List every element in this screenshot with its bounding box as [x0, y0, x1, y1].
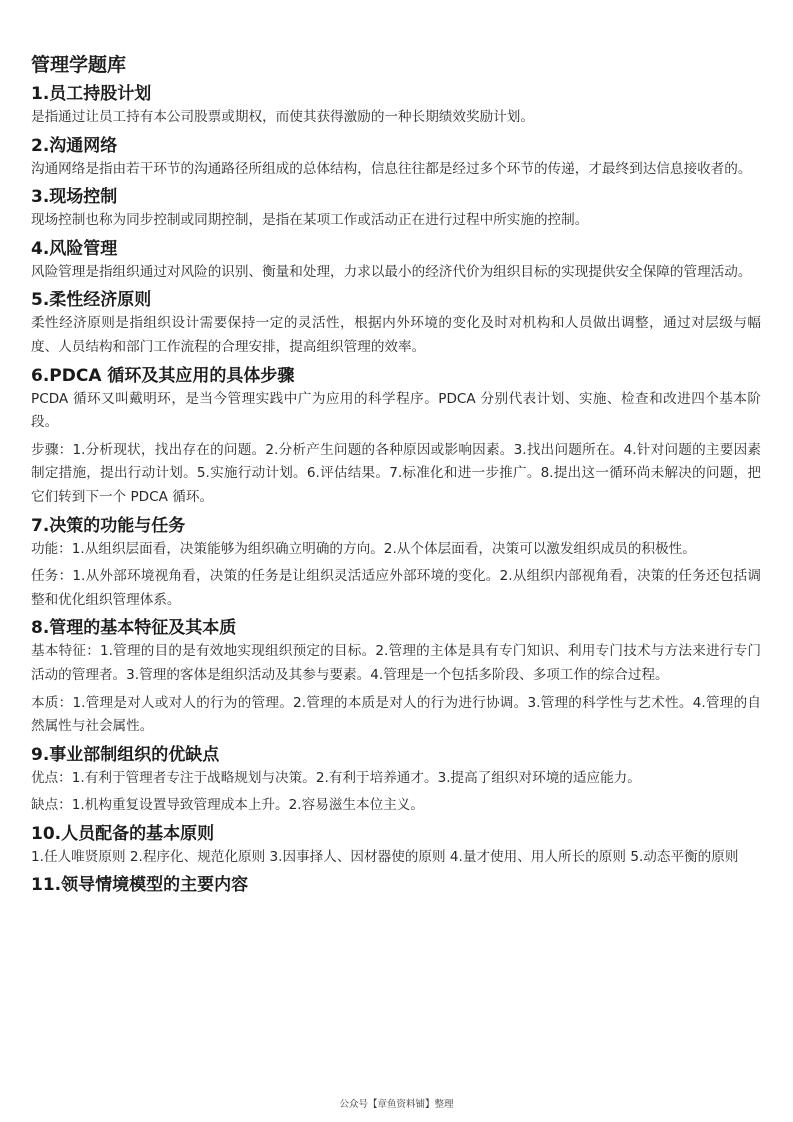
section-9 — [31, 743, 761, 818]
section-6 — [31, 364, 761, 510]
section-heading: 9.事业部制组织的优缺点 — [31, 744, 220, 765]
section-paragraph: 本质：1.管理是对人或对人的行为的管理。2.管理的本质是对人的行为进行协调。3.管理的科学性与艺术性。4.管理的自然属性与社会属性。 — [31, 694, 761, 735]
section-heading: 2.沟通网络 — [31, 135, 118, 156]
section-heading: 5.柔性经济原则 — [31, 290, 152, 311]
section-paragraph: 沟通网络是指由若干环节的沟通路径所组成的总体结构，信息往往都是经过多个环节的传递，才最终到达信息接收者的。 — [31, 160, 752, 177]
section-paragraph: 柔性经济原则是指组织设计需要保持一定的灵活性，根据内外环境的变化及时对机构和人员做出调整，通过对层级与幅度、人员结构和部门工作流程的合理安排，提高组织管理的效率。 — [31, 315, 761, 355]
section-paragraph: 步骤：1.分析现状，找出存在的问题。2.分析产生问题的各种原因或影响因素。3.找出问题所在。4.针对问题的主要因素制定措施，提出行动计划。5.实施行动计划。6.评估结果。7.标准化和进一步推广。8.提出这一循环尚未解决的问题，把它们转到下一个 PDCA 循环。 — [31, 441, 761, 505]
section-heading: 1.员工持股计划 — [31, 84, 152, 104]
section-3 — [31, 185, 761, 233]
section-2 — [31, 134, 761, 182]
section-paragraph: 功能：1.从组织层面看，决策能够为组织确立明确的方向。2.从个体层面看，决策可以激发组织成员的积极性。 — [31, 540, 696, 557]
footer-credit: 公众号【章鱼资料铺】整理 — [339, 1099, 454, 1110]
document-page — [31, 52, 761, 897]
section-4 — [31, 237, 761, 285]
section-heading: 11.领导情境模型的主要内容 — [31, 875, 249, 896]
section-heading: 7.决策的功能与任务 — [31, 515, 186, 536]
section-paragraph: 是指通过让员工持有本公司股票或期权，而使其获得激励的一种长期绩效奖励计划。 — [31, 109, 534, 125]
section-7 — [31, 514, 761, 613]
sections-container — [31, 82, 761, 897]
section-paragraph: 任务：1.从外部环境视角看，决策的任务是让组织灵活适应外部环境的变化。2.从组织内部视角看，决策的任务还包括调整和优化组织管理体系。 — [31, 568, 761, 608]
section-10 — [31, 822, 761, 870]
section-heading: 6.PDCA 循环及其应用的具体步骤 — [31, 365, 295, 386]
section-paragraph: 现场控制也称为同步控制或同期控制，是指在某项工作或活动正在进行过程中所实施的控制。 — [31, 212, 589, 229]
section-paragraph: 1.任人唯贤原则 2.程序化、规范化原则 3.因事择人、因材器使的原则 4.量才使用、用人所长的原则 5.动态平衡的原则 — [31, 848, 739, 865]
section-1 — [31, 82, 761, 130]
section-heading: 4.风险管理 — [31, 238, 118, 259]
section-paragraph: 缺点：1.机构重复设置导致管理成本上升。2.容易滋生本位主义。 — [31, 797, 424, 814]
section-11 — [31, 873, 761, 897]
section-8 — [31, 616, 761, 738]
section-5 — [31, 288, 761, 359]
section-heading: 10.人员配备的基本原则 — [31, 823, 215, 844]
section-heading: 8.管理的基本特征及其本质 — [31, 618, 237, 639]
document-title: 管理学题库 — [31, 54, 127, 76]
section-paragraph: PCDA 循环又叫戴明环，是当今管理实践中广为应用的科学程序。PDCA 分别代表计划、实施、检查和改进四个基本阶段。 — [31, 390, 761, 431]
section-paragraph: 风险管理是指组织通过对风险的识别、衡量和处理，力求以最小的经济代价为组织目标的实现提供安全保障的管理活动。 — [31, 263, 752, 280]
section-paragraph: 优点：1.有利于管理者专注于战略规划与决策。2.有利于培养通才。3.提高了组织对环境的适应能力。 — [31, 769, 641, 786]
section-paragraph: 基本特征：1.管理的目的是有效地实现组织预定的目标。2.管理的主体是具有专门知识、利用专门技术与方法来进行专门活动的管理者。3.管理的客体是组织活动及其参与要素。4.管理是一个包括多阶段、多项工作的综合过程。 — [31, 643, 761, 683]
section-heading: 3.现场控制 — [31, 187, 118, 208]
